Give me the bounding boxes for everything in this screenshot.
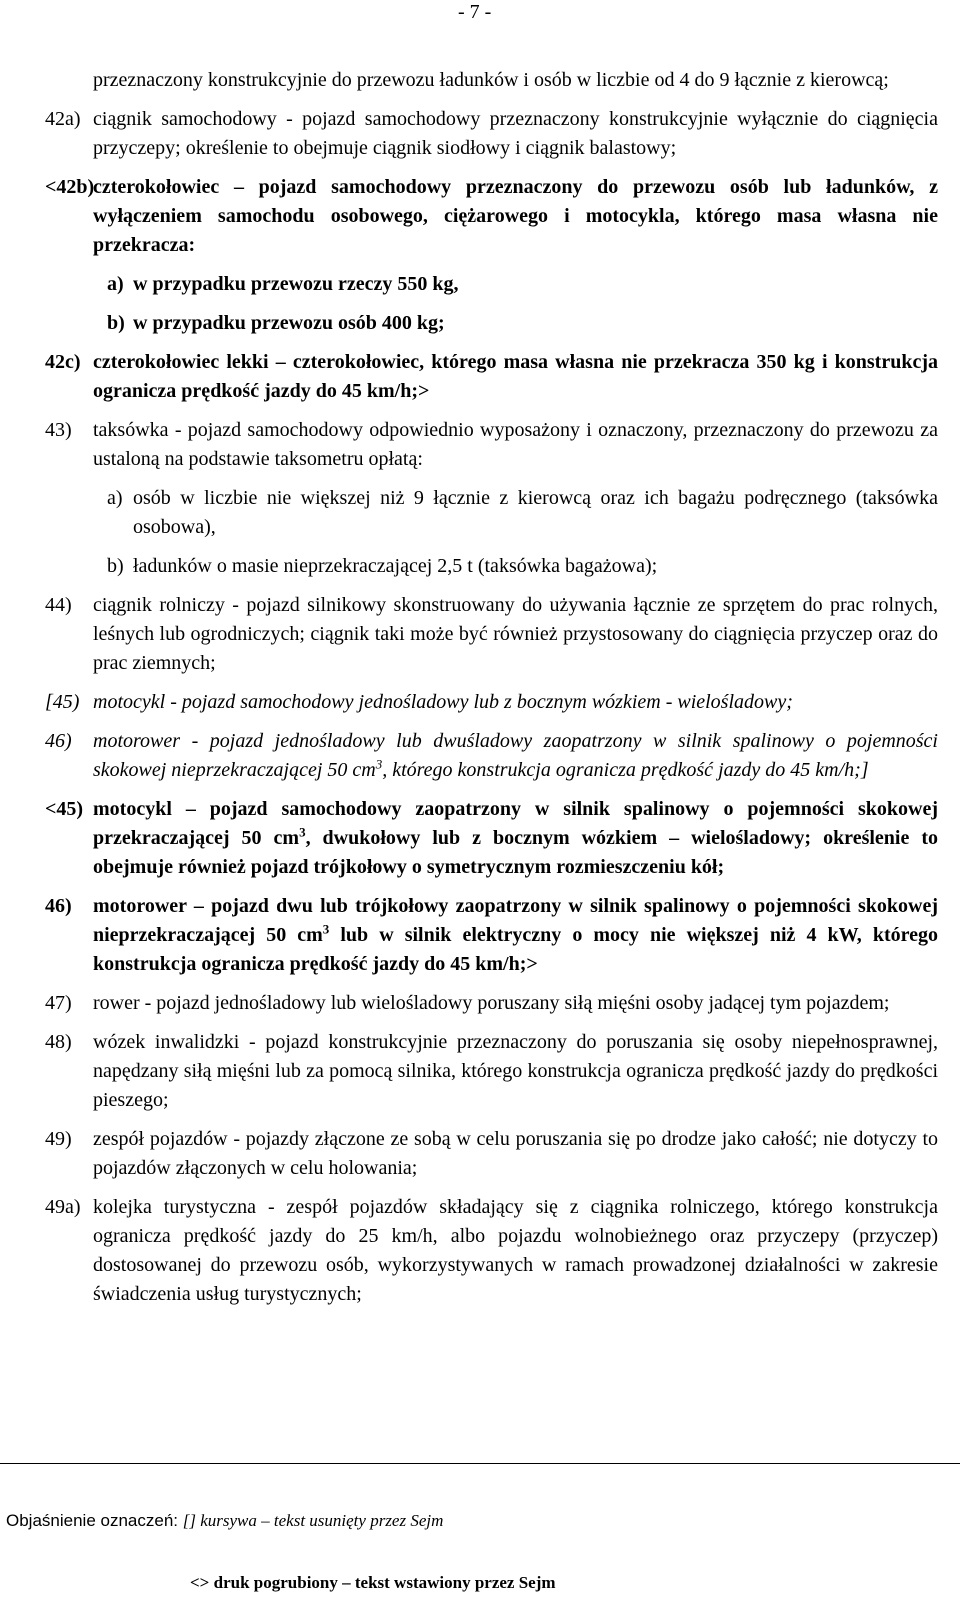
entry-text: zespół pojazdów - pojazdy złączone ze sobą w celu poruszania się po drodze jako całość; nie dotyczy to pojazdów złączonych w celu holowania; <box>93 1128 938 1179</box>
entry-number: 42a) <box>45 108 81 130</box>
list-item-46-deleted <box>45 727 938 785</box>
list-item-42a <box>45 105 938 163</box>
superscript-3: 3 <box>322 921 330 937</box>
entry-text: taksówka - pojazd samochodowy odpowiednio wyposażony i oznaczony, przeznaczony do przewozu za ustaloną na podstawie taksometru opłatą: <box>93 419 938 470</box>
entry-text: rower - pojazd jednośladowy lub wielośladowy poruszany siłą mięśni osoby jadącej tym pojazdem; <box>93 992 890 1014</box>
entry-text: motocykl – pojazd samochodowy zaopatrzony w silnik spalinowy o pojemności skokowej przekraczającej 50 $cm^3$, dwukołowy lub z bocznym wózkiem – wielośladowy; określenie to obejmuje również pojazd trójkołowy o symetrycznym rozmieszczeniu kół; <box>93 798 938 878</box>
entry-text: kolejka turystyczna - zespół pojazdów składający się z ciągnika rolniczego, którego konstrukcja ogranicza prędkość jazdy do 25 km/h, albo pojazdu wolnobieżnego oraz przyczepy (przyczep) dostosowanej do przewozu osób, wykorzystywanych w ramach prowadzonej działalności w zakresie świadczenia usług turystycznych; <box>93 1196 938 1305</box>
superscript-3: 3 <box>375 756 383 772</box>
entry-number: 48) <box>45 1031 72 1053</box>
list-item-42b <box>45 173 938 260</box>
list-item-45-inserted <box>45 795 938 882</box>
entry-text: przeznaczony konstrukcyjnie do przewozu ładunków i osób w liczbie od 4 do 9 łącznie z kierowcą; <box>93 69 889 91</box>
entry-text: osób w liczbie nie większej niż 9 łącznie z kierowcą oraz ich bagażu podręcznego (taksówka osobowa), <box>133 487 938 538</box>
entry-number: <45) <box>45 798 84 820</box>
entry-number: [45) <box>45 691 80 713</box>
footer-divider <box>0 1463 960 1464</box>
entry-number: 49a) <box>45 1196 81 1218</box>
entry-text: ciągnik samochodowy - pojazd samochodowy przeznaczony konstrukcyjnie wyłącznie do ciągnięcia przyczepy; określenie to obejmuje ciągnik siodłowy i ciągnik balastowy; <box>93 108 938 159</box>
entry-text: czterokołowiec – pojazd samochodowy przeznaczony do przewozu osób lub ładunków, z wyłączeniem samochodu osobowego, ciężarowego i motocykla, którego masa własna nie przekracza: <box>93 176 938 256</box>
list-item-42c <box>45 348 938 406</box>
entry-number: b) <box>107 312 125 334</box>
list-subitem-43-b <box>45 552 938 581</box>
list-item-45-deleted <box>45 688 938 717</box>
entry-number: 46) <box>45 895 72 917</box>
list-item-48 <box>45 1028 938 1115</box>
entry-text: wózek inwalidzki - pojazd konstrukcyjnie przeznaczony do poruszania się osoby niepełnosprawnej, napędzany siłą mięśni lub za pomocą silnika, którego konstrukcja ogranicza prędkość jazdy do prędkości pieszego; <box>93 1031 938 1111</box>
entry-text: motocykl - pojazd samochodowy jednośladowy lub z bocznym wózkiem - wielośladowy; <box>93 691 793 713</box>
entry-text: w przypadku przewozu osób 400 kg; <box>133 312 445 334</box>
list-item-47 <box>45 989 938 1018</box>
entry-number: 43) <box>45 419 72 441</box>
list-item-46-inserted <box>45 892 938 979</box>
entry-text: motorower - pojazd jednośladowy lub dwuśladowy zaopatrzony w silnik spalinowy o pojemności skokowej nieprzekraczającej 50 $cm^3$, którego konstrukcja ogranicza prędkość jazdy do 45 km/h;] <box>93 730 938 781</box>
entry-number: 42c) <box>45 351 81 373</box>
entry-number: <42b) <box>45 176 95 198</box>
entry-number: 44) <box>45 594 72 616</box>
entry-text: czterokołowiec lekki – czterokołowiec, którego masa własna nie przekracza 350 kg i konstrukcja ogranicza prędkość jazdy do 45 km/h;> <box>93 351 938 402</box>
entry-text: ciągnik rolniczy - pojazd silnikowy skonstruowany do używania łącznie ze sprzętem do prac rolnych, leśnych lub ogrodniczych; ciągnik taki może być również przystosowany do ciągnięcia przyczep oraz do prac ziemnych; <box>93 594 938 674</box>
list-item-continuation <box>45 66 938 95</box>
list-item-49a <box>45 1193 938 1309</box>
entry-number: a) <box>107 273 124 295</box>
document-body <box>45 66 938 1319</box>
entry-text: motorower – pojazd dwu lub trójkołowy zaopatrzony w silnik spalinowy o pojemności skokowej nieprzekraczającej 50 $cm^3$ lub w silnik elektryczny o mocy nie większej niż 4 kW, którego konstrukcja ogranicza prędkość jazdy do 45 km/h;> <box>93 895 939 975</box>
footer-legend <box>6 1510 443 1532</box>
entry-number: 47) <box>45 992 72 1014</box>
entry-number: 46) <box>45 730 72 752</box>
legend-label: Objaśnienie oznaczeń: <box>6 1511 179 1530</box>
list-item-49 <box>45 1125 938 1183</box>
legend-italic-explanation: [] kursywa – tekst usunięty przez Sejm <box>182 1511 444 1530</box>
entry-number: b) <box>107 555 124 577</box>
superscript-3: 3 <box>299 824 306 840</box>
entry-text: ładunków o masie nieprzekraczającej 2,5 t (taksówka bagażowa); <box>133 555 658 577</box>
entry-text: w przypadku przewozu rzeczy 550 kg, <box>133 273 459 295</box>
page-number: - 7 - <box>458 1 492 23</box>
entry-number: 49) <box>45 1128 72 1150</box>
list-subitem-42b-b <box>45 309 938 338</box>
entry-number: a) <box>107 487 123 509</box>
legend-bold-explanation: <> druk pogrubiony – tekst wstawiony przez Sejm <box>190 1573 556 1592</box>
list-item-44 <box>45 591 938 678</box>
list-subitem-43-a <box>45 484 938 542</box>
list-subitem-42b-a <box>45 270 938 299</box>
list-item-43 <box>45 416 938 474</box>
